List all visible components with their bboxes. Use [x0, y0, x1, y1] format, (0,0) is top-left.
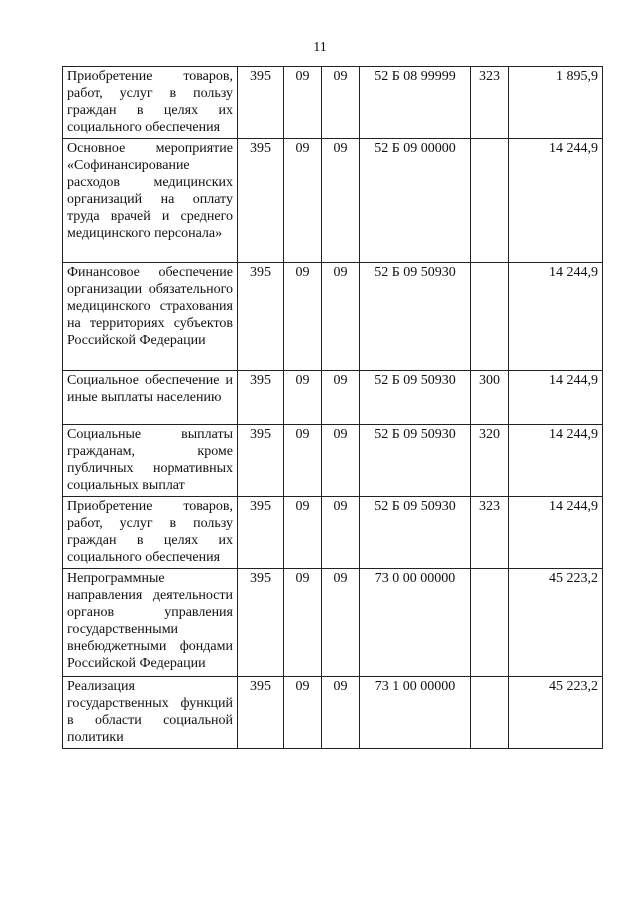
amount-cell: 14 244,9: [509, 263, 603, 371]
ministry-code-cell: 395: [238, 263, 284, 371]
expense-type-cell: [471, 677, 509, 749]
row-name-cell: Непрограммные направления деятельности органов управления государственными внебюджетными фондами Российской Федерации: [63, 569, 238, 677]
amount-cell: 14 244,9: [509, 139, 603, 263]
row-name-cell: Приобретение товаров, работ, услуг в пользу граждан в целях их социального обеспечения: [63, 67, 238, 139]
section-code-cell: 09: [284, 677, 322, 749]
row-name-cell: Финансовое обеспечение организации обязательного медицинского страхования на территориях субъектов Российской Федерации: [63, 263, 238, 371]
expense-type-cell: 323: [471, 497, 509, 569]
ministry-code-cell: 395: [238, 569, 284, 677]
table-row: [63, 497, 603, 569]
ministry-code-cell: 395: [238, 497, 284, 569]
target-article-cell: 52 Б 09 50930: [360, 263, 471, 371]
target-article-cell: 73 1 00 00000: [360, 677, 471, 749]
row-name-cell: Приобретение товаров, работ, услуг в пользу граждан в целях их социального обеспечения: [63, 497, 238, 569]
row-name-cell: Основное мероприятие «Софинансирование расходов медицинских организаций на оплату труда врачей и среднего медицинского персонала»: [63, 139, 238, 263]
table-row: [63, 425, 603, 497]
subsection-code-cell: 09: [322, 263, 360, 371]
target-article-cell: 52 Б 09 50930: [360, 371, 471, 425]
table-row: [63, 677, 603, 749]
ministry-code-cell: 395: [238, 139, 284, 263]
amount-cell: 14 244,9: [509, 371, 603, 425]
ministry-code-cell: 395: [238, 425, 284, 497]
table-body: [63, 67, 603, 749]
amount-cell: 14 244,9: [509, 497, 603, 569]
row-name-cell: Социальные выплаты гражданам, кроме публичных нормативных социальных выплат: [63, 425, 238, 497]
section-code-cell: 09: [284, 497, 322, 569]
ministry-code-cell: 395: [238, 677, 284, 749]
row-name-cell: Реализация государственных функций в области социальной политики: [63, 677, 238, 749]
ministry-code-cell: 395: [238, 371, 284, 425]
target-article-cell: 52 Б 08 99999: [360, 67, 471, 139]
section-code-cell: 09: [284, 569, 322, 677]
expense-type-cell: 320: [471, 425, 509, 497]
expense-type-cell: 300: [471, 371, 509, 425]
expense-type-cell: [471, 139, 509, 263]
table-row: [63, 569, 603, 677]
expense-type-cell: [471, 263, 509, 371]
table-row: [63, 67, 603, 139]
section-code-cell: 09: [284, 139, 322, 263]
amount-cell: 1 895,9: [509, 67, 603, 139]
table-row: [63, 139, 603, 263]
expense-type-cell: [471, 569, 509, 677]
amount-cell: 45 223,2: [509, 677, 603, 749]
subsection-code-cell: 09: [322, 569, 360, 677]
target-article-cell: 52 Б 09 50930: [360, 425, 471, 497]
budget-table: [62, 66, 603, 749]
target-article-cell: 73 0 00 00000: [360, 569, 471, 677]
expense-type-cell: 323: [471, 67, 509, 139]
subsection-code-cell: 09: [322, 371, 360, 425]
amount-cell: 14 244,9: [509, 425, 603, 497]
row-name-cell: Социальное обеспечение и иные выплаты населению: [63, 371, 238, 425]
amount-cell: 45 223,2: [509, 569, 603, 677]
target-article-cell: 52 Б 09 00000: [360, 139, 471, 263]
subsection-code-cell: 09: [322, 139, 360, 263]
subsection-code-cell: 09: [322, 425, 360, 497]
section-code-cell: 09: [284, 67, 322, 139]
table-row: [63, 371, 603, 425]
target-article-cell: 52 Б 09 50930: [360, 497, 471, 569]
section-code-cell: 09: [284, 425, 322, 497]
section-code-cell: 09: [284, 371, 322, 425]
subsection-code-cell: 09: [322, 677, 360, 749]
page-number: 11: [313, 40, 327, 55]
table-row: [63, 263, 603, 371]
ministry-code-cell: 395: [238, 67, 284, 139]
subsection-code-cell: 09: [322, 67, 360, 139]
section-code-cell: 09: [284, 263, 322, 371]
subsection-code-cell: 09: [322, 497, 360, 569]
